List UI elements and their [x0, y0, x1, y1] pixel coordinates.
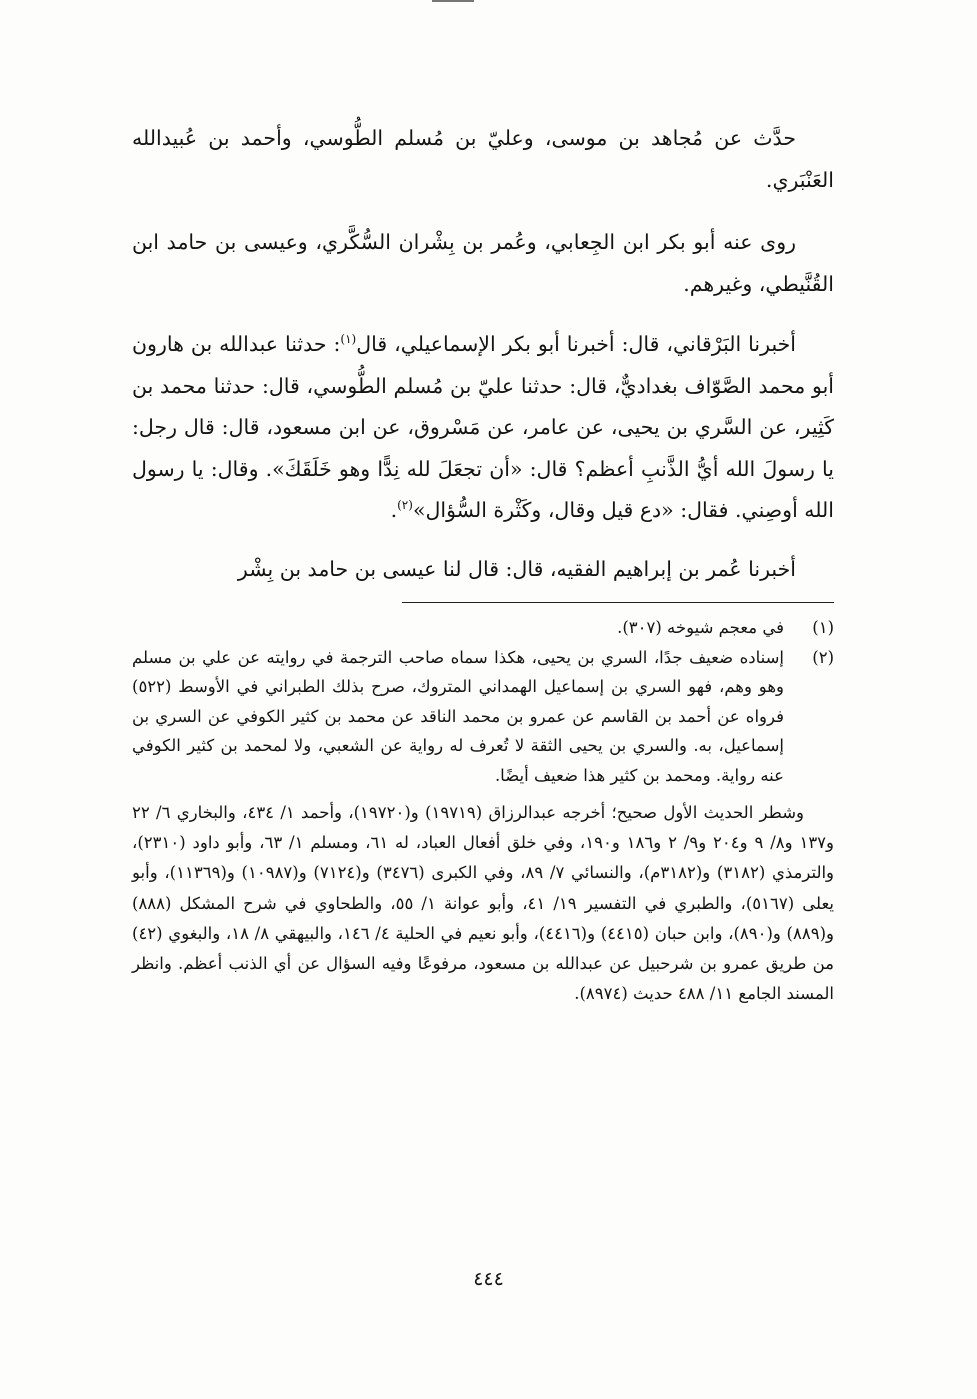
hadith-text-end: .: [390, 498, 398, 522]
footnote-1: [132, 613, 834, 643]
footnote-ref-2[interactable]: (٢): [397, 498, 413, 513]
footnote-ref-1[interactable]: (١): [340, 332, 357, 347]
hadith-text-start: أخبرنا البَرْقاني، قال: أخبرنا أبو بكر الإسماعيلي، قال: [356, 332, 797, 356]
footnote-2-continuation: وشطر الحديث الأول صحيح؛ أخرجه عبدالرزاق (١٩٧١٩) و(١٩٧٢٠)، وأحمد ١/ ٤٣٤، والبخاري ٦/ ٢٢ و١٣٧ و٨/ ٩ و٢٠٤ و٩/ ٢ و١٨٦ و١٩٠، وفي خلق أفعال العباد، له ٦١، ومسلم ١/ ٦٣، وأبو داود (٢٣١٠)، والترمذي (٣١٨٢) و(٣١٨٢م)، والنسائي ٧/ ٨٩، وفي الكبرى (٣٤٧٦) و(٧١٢٤) و(١٠٩٨٧) و(١١٣٦٩)، وأبو يعلى (٥١٦٧)، والطبري في التفسير ١٩/ ٤١، وأبو عوانة ١/ ٥٥، والطحاوي في شرح المشكل (٨٨٨) و(٨٨٩) و(٨٩٠)، وابن حبان (٤٤١٥) و(٤٤١٦)، وأبو نعيم في الحلية ٤/ ١٤٦، والبيهقي ٨/ ١٨، والبغوي (٤٢) من طريق عمرو بن شرحبيل عن عبدالله بن مسعود، مرفوعًا وفيه السؤال عن أي الذنب أعظم. وانظر المسند الجامع ١١/ ٤٨٨ حديث (٨٩٧٤).: [132, 803, 835, 1004]
footnote-separator: [402, 602, 834, 603]
top-margin-mark: [432, 0, 474, 2]
footnote-2: [132, 643, 834, 791]
footnotes: [132, 613, 834, 790]
footnote-number: (١): [812, 618, 834, 637]
paragraph-teachers: حدَّث عن مُجاهد بن موسى، وعليّ بن مُسلم الطُّوسي، وأحمد بن عُبيدالله العَنْبَري.: [132, 126, 834, 192]
paragraph-students: روى عنه أبو بكر ابن الجِعابي، وعُمر بن بِشْران السُّكَّري، وعيسى بن حامد ابن القُنَّيطي، وغيرهم.: [132, 230, 834, 296]
page-number: ٤٤٤: [473, 1268, 504, 1290]
footnote-text: إسناده ضعيف جدًا، السري بن يحيى، هكذا سماه صاحب الترجمة في روايته عن علي بن مسلم وهو وهم، فهو السري بن إسماعيل الهمداني المتروك، صرح بذلك الطبراني في الأوسط (٥٢٢) فرواه عن أحمد بن القاسم عن عمرو بن محمد الناقد عن محمد بن كثير الكوفي عن السري بن إسماعيل، به. والسري بن يحيى الثقة لا تُعرف له رواية عن الشعبي، ولا لمحمد بن كثير الكوفي عنه رواية. ومحمد بن كثير هذا ضعيف أيضًا.: [132, 647, 784, 785]
footnote-text: في معجم شيوخه (٣٠٧).: [617, 618, 784, 637]
paragraph-next-chain: أخبرنا عُمر بن إبراهيم الفقيه، قال: قال لنا عيسى بن حامد بن بِشْر: [237, 556, 796, 581]
footnote-number: (٢): [812, 647, 834, 667]
hadith-text-body: : حدثنا عبدالله بن هارون أبو محمد الصَّوّاف بغداديٌّ، قال: حدثنا عليّ بن مُسلم الطُّوسي، قال: حدثنا محمد بن كَثِير، عن السَّري بن يحيى، عن عامر، عن مَسْروق، عن ابن مسعود، قال: قال رجل: يا رسولَ الله أيُّ الذَّنبِ أعظم؟ قال: «أن تجعَلَ لله نِدًّا وهو خَلَقَكَ». وقال: يا رسول الله أوصِني. فقال: «دع قيل وقال، وكَثْرة السُّؤال»: [132, 332, 834, 522]
page-content: [132, 118, 834, 1009]
paragraph-hadith: [132, 324, 834, 532]
